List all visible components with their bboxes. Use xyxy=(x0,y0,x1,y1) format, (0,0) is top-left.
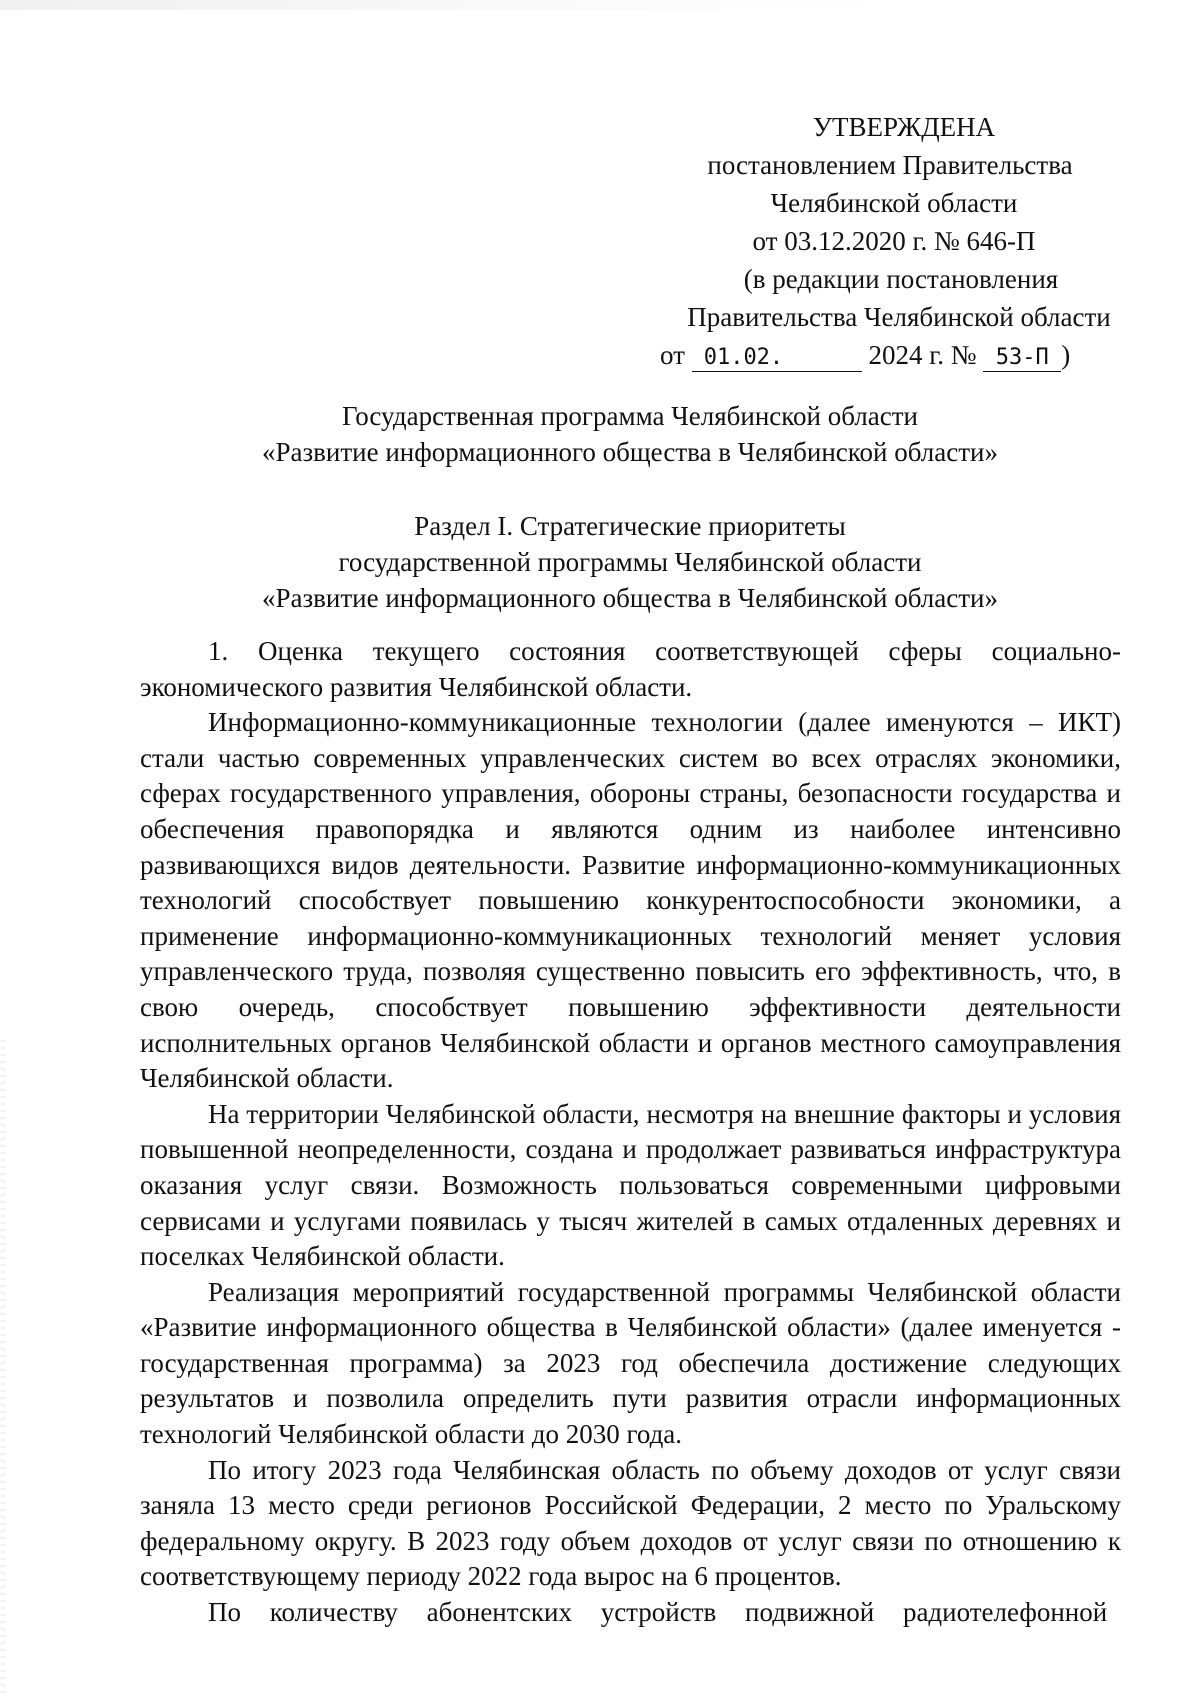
section-title xyxy=(140,508,1120,616)
program-title-line-1: Государственная программа Челябинской области xyxy=(342,401,918,431)
handfilled-number: 53-П xyxy=(983,345,1061,372)
closing-paren: ) xyxy=(1061,340,1071,370)
approval-line-4: (в редакции постановления xyxy=(743,264,1059,294)
section-title-line-3: «Развитие информационного общества в Челябинской области» xyxy=(261,583,998,613)
scan-edge-top xyxy=(0,0,900,10)
approval-heading: УТВЕРЖДЕНА xyxy=(812,112,996,142)
program-title-line-2: «Развитие информационного общества в Челябинской области» xyxy=(261,437,998,467)
approval-line-2: Челябинской области xyxy=(770,188,1018,218)
paragraph-3: На территории Челябинской области, несмотря на внешние факторы и условия повышенной неопределенности, создана и продолжает развиваться инфраструктура оказания услуг связи. Возможность пользоваться современными цифровыми сервисами и услугами появилась у тысяч жителей в самых отдаленных деревнях и поселках Челябинской области. xyxy=(140,1098,1121,1272)
approval-date-line xyxy=(660,336,1120,374)
document-body xyxy=(140,634,1121,1631)
paragraph-6: По количеству абонентских устройств подвижной радиотелефонной xyxy=(208,1597,1108,1628)
paragraph-5: По итогу 2023 года Челябинская область по объему доходов от услуг связи заняла 13 место среди регионов Российской Федерации, 2 место по Уральскому федеральному округу. В 2023 году объем доходов от услуг связи по отношению к соответствующему периоду 2022 года вырос на 6 процентов. xyxy=(140,1454,1121,1592)
scan-edge-left xyxy=(0,1040,6,1698)
approval-line-1: постановлением Правительства xyxy=(707,150,1073,180)
paragraph-2: Информационно-коммуникационные технологии (далее именуются – ИКТ) стали частью современных управленческих систем во всех отраслях экономики, сферах государственного управления, обороны страны, безопасности государства и обеспечения правопорядка и являются одним из наиболее интенсивно развивающихся видов деятельности. Развитие информационно-коммуникационных технологий способствует повышению конкурентоспособности экономики, а применение информационно-коммуникационных технологий меняет условия управленческого труда, позволяя существенно повысить его эффективность, что, в свою очередь, способствует повышению эффективности деятельности исполнительных органов Челябинской области и органов местного самоуправления Челябинской области. xyxy=(140,707,1121,1094)
paragraph-4: Реализация мероприятий государственной программы Челябинской области «Развитие информационного общества в Челябинской области» (далее именуется - государственная программа) за 2023 год обеспечила достижение следующих результатов и позволила определить пути развития отрасли информационных технологий Челябинской области до 2030 года. xyxy=(140,1276,1121,1450)
approval-line-3: от 03.12.2020 г. № 646-П xyxy=(752,226,1036,256)
section-title-line-2: государственной программы Челябинской области xyxy=(338,547,922,577)
program-title xyxy=(140,398,1120,470)
handfilled-date: 01.02. xyxy=(692,345,862,372)
paragraph-1: 1. Оценка текущего состояния соответствующей сферы социально-экономического развития Челябинской области. xyxy=(140,636,1121,702)
approval-stamp-block xyxy=(660,108,1120,374)
date-year-number: 2024 г. № xyxy=(868,340,977,370)
approval-line-5: Правительства Челябинской области xyxy=(687,302,1111,332)
date-prefix: от xyxy=(660,340,685,370)
section-title-line-1: Раздел I. Стратегические приоритеты xyxy=(414,511,846,541)
